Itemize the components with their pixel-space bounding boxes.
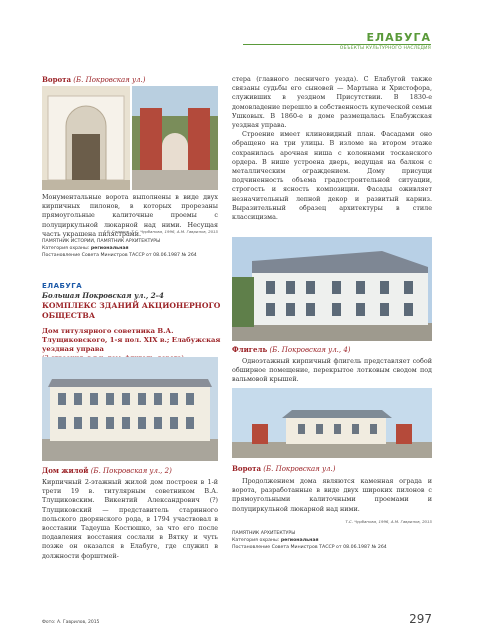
gate2-caption <box>232 464 432 474</box>
house-text-continuation: стера (главного лесничего уезда). С Елабугой также связаны судьбы его сыновей — Мартына и Христофора, служивших в уездном Присутствии. В 1830-е домовладение перешло в собственность купеческой семьи Ушковых. В 1860-е в доме размещалась Елабужская уездная управа. <box>232 75 432 130</box>
protection-category <box>42 245 222 252</box>
category-label: Категория охраны: <box>232 538 280 543</box>
gate-photo-1 <box>42 86 130 190</box>
photo-credit: Г.Р. Салихов, Т.С. Чурбанова, 1996, А.М. Гаврилов, 2015 <box>103 229 218 234</box>
header-divider <box>243 44 431 45</box>
category-value: региональная <box>90 246 129 251</box>
complex-heading <box>42 282 222 363</box>
monument-type: ПАМЯТНИК АРХИТЕКТУРЫ <box>232 531 296 536</box>
caption-title: Дом жилой <box>42 466 89 475</box>
house-corner-photo <box>232 237 432 341</box>
caption-title: Флигель <box>232 345 268 354</box>
gate-description: Монументальные ворота выполнены в виде двух кирпичных пилонов, в которых прорезаны прямоугольные калиточные проемы с полуциркульной люкарной над ними. Несущая часть украшена пилястрами. <box>42 193 218 238</box>
photo-credit: Т.С. Чурбанова, 1996, А.М. Гаврилов, 2015 <box>345 519 432 524</box>
category-label: Категория охраны: <box>42 246 90 251</box>
section-title: ЕЛАБУГА <box>366 31 431 44</box>
house-text-paragraph: Строение имеет клиновидный план. Фасадами оно обращено на три улицы. В изломе на втором этаже сохранилась арочная ниша с колоннами тосканского ордера. В нише устроена дверь, ведущая на балкон с металлическим ограждением. Дому присущи подчиненность объема градостроительной ситуации, строгость и ясность композиции. Фасады оживляет незначительный лепной декор и развитый карниз. Выразительный образец архитектуры в стиле классицизма. <box>232 130 432 222</box>
gate2-description: Продолжением дома являются каменная ограда и ворота, разработанные в виде двух широких пилонов с прямоугольными калиточными проемами и полуциркульной люкарной над ними. <box>232 477 432 513</box>
monument-info <box>232 530 437 551</box>
wing-description: Одноэтажный кирпичный флигель представляет собой обширное помещение, перекрытое лотковым сводом под вальмовой крышей. <box>232 357 432 384</box>
caption-address: (Б. Покровская ул.) <box>263 465 336 473</box>
house-photo <box>42 357 218 461</box>
gate-caption <box>42 75 222 85</box>
decree: Постановление Совета Министров ТАССР от 08.06.1987 № 264 <box>232 545 387 550</box>
caption-address: (Б. Покровская ул.) <box>73 76 146 84</box>
monument-type: ПАМЯТНИК ИСТОРИИ, ПАМЯТНИК АРХИТЕКТУРЫ <box>42 239 161 244</box>
caption-title: Ворота <box>42 75 72 84</box>
caption-address: (Б. Покровская ул., 4) <box>269 346 351 354</box>
gate-photo-2 <box>132 86 218 190</box>
section-subtitle: ОБЪЕКТЫ КУЛЬТУРНОГО НАСЛЕДИЯ <box>339 46 431 51</box>
house-description-part1: Кирпичный 2-этажный жилой дом построен в 1-й трети 19 в. титулярным советником В.А. Тлущиковским. Викентий Александрович (?) Тлущиковский — представитель старинного польского дворянского рода, в 1794 участвовал в восстании Тадеуша Костюшко, за что его после подавления восстания сослали в Вятку и чуть позже он оказался в Елабуге, где служил в должности форштмей- <box>42 478 218 560</box>
complex-subtitle: Дом титулярного советника В.А. Тлущиковского, 1-я пол. XIX в.; Елабужская уездная управа <box>42 327 221 353</box>
protection-category <box>232 537 437 544</box>
caption-title: Ворота <box>232 464 262 473</box>
complex-title: КОМПЛЕКС ЗДАНИЙ АКЦИОНЕРНОГО ОБЩЕСТВА <box>42 301 221 320</box>
page-number: 297 <box>409 612 432 626</box>
category-value: региональная <box>280 538 319 543</box>
house-caption <box>42 466 222 476</box>
wing-caption <box>232 345 432 355</box>
caption-address: (Б. Покровская ул., 2) <box>90 467 172 475</box>
complex-address: Большая Покровская ул., 2–4 <box>42 291 164 300</box>
decree: Постановление Совета Министров ТАССР от 08.06.1987 № 264 <box>42 253 197 258</box>
complex-city: ЕЛАБУГА <box>42 282 83 290</box>
wing-photo <box>232 388 432 458</box>
house-description-part2 <box>232 75 432 222</box>
monument-info <box>42 238 222 259</box>
photo-credit-footer: Фото: А. Гаврилов, 2015 <box>42 620 100 625</box>
